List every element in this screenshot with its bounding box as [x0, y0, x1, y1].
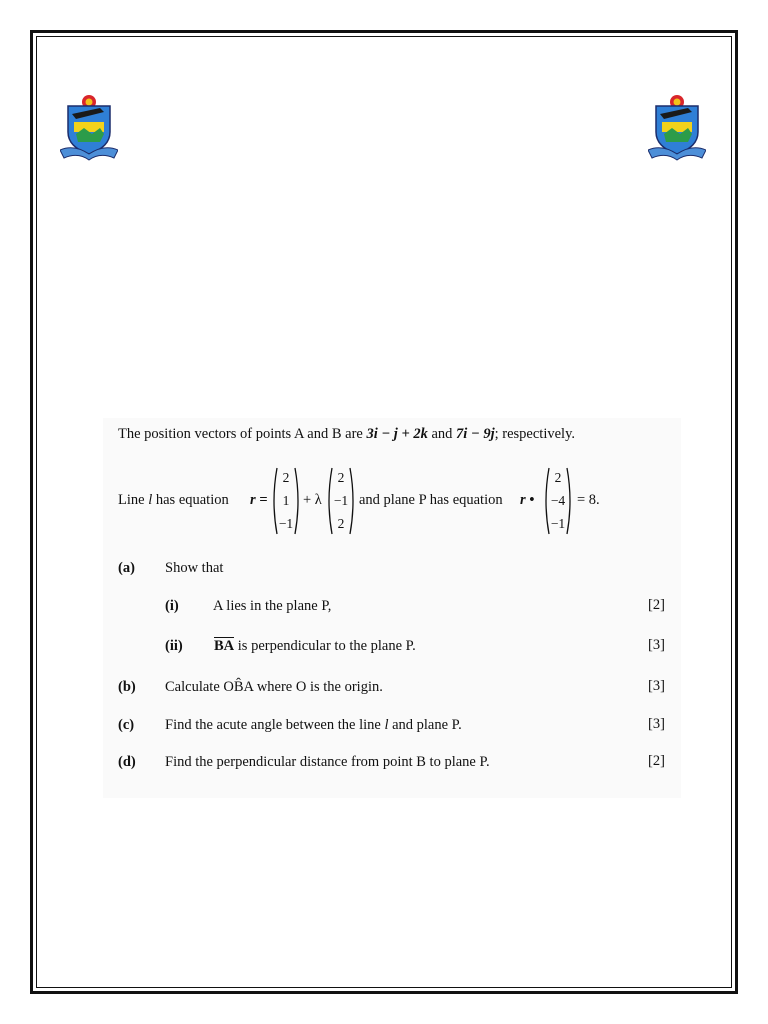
question-a-ii-label: (ii) [165, 638, 183, 654]
intro-sentence [118, 426, 575, 443]
question-a-i-label: (i) [165, 598, 179, 614]
question-a-ii-mark: [3] [648, 637, 665, 653]
plane-rhs: = 8. [577, 492, 600, 508]
normal-vector [543, 466, 573, 536]
line-prefix: Line [118, 492, 145, 508]
normal-y: −4 [550, 493, 566, 508]
question-c-before: Find the acute angle between the line [165, 717, 381, 733]
question-a-text: Show that [165, 560, 224, 576]
question-a-label: (a) [118, 560, 135, 576]
question-c-label: (c) [118, 717, 135, 733]
has-equation-text: has equation [155, 492, 229, 508]
direction-x: 2 [337, 470, 345, 485]
question-d-mark: [2] [648, 753, 665, 769]
question-block [103, 418, 681, 798]
intro-text: The position vectors of points A and B are [118, 426, 363, 442]
direction-vector [326, 466, 356, 536]
r-dot: r • [520, 492, 535, 508]
vector-b: 7i − 9j [456, 426, 495, 442]
question-c-mark: [3] [648, 716, 665, 732]
university-crest-icon [648, 92, 706, 162]
point-y: 1 [282, 493, 290, 508]
normal-z: −1 [550, 516, 566, 531]
vector-ba: BA [214, 638, 235, 654]
direction-z: 2 [337, 516, 345, 531]
vector-a: 3i − j + 2k [366, 426, 428, 442]
normal-x: 2 [554, 470, 562, 485]
line-equation-label [118, 492, 229, 509]
question-d-label: (d) [118, 754, 136, 770]
point-vector [271, 466, 301, 536]
plus-lambda: + λ [303, 492, 322, 508]
r-equals: r = [250, 492, 268, 508]
question-b-mark: [3] [648, 678, 665, 694]
intro-end: ; respectively. [494, 426, 576, 442]
question-b-label: (b) [118, 679, 136, 695]
point-x: 2 [282, 470, 290, 485]
question-a-ii-text [214, 638, 416, 655]
question-d-text: Find the perpendicular distance from point B to plane P. [165, 754, 490, 770]
question-c-line-name: l [384, 717, 389, 733]
point-z: −1 [278, 516, 294, 531]
question-a-i-mark: [2] [648, 597, 665, 613]
and-plane-text: and plane P has equation [359, 492, 503, 508]
university-crest-icon [60, 92, 118, 162]
question-c-after: and plane P. [392, 717, 462, 733]
question-c-text [165, 717, 462, 734]
question-b-text: Calculate OB̂A where O is the origin. [165, 679, 383, 695]
intro-and: and [431, 426, 453, 442]
line-name: l [148, 492, 153, 508]
question-a-i-text: A lies in the plane P, [213, 598, 332, 614]
question-a-ii-body: is perpendicular to the plane P. [237, 638, 416, 654]
direction-y: −1 [333, 493, 349, 508]
